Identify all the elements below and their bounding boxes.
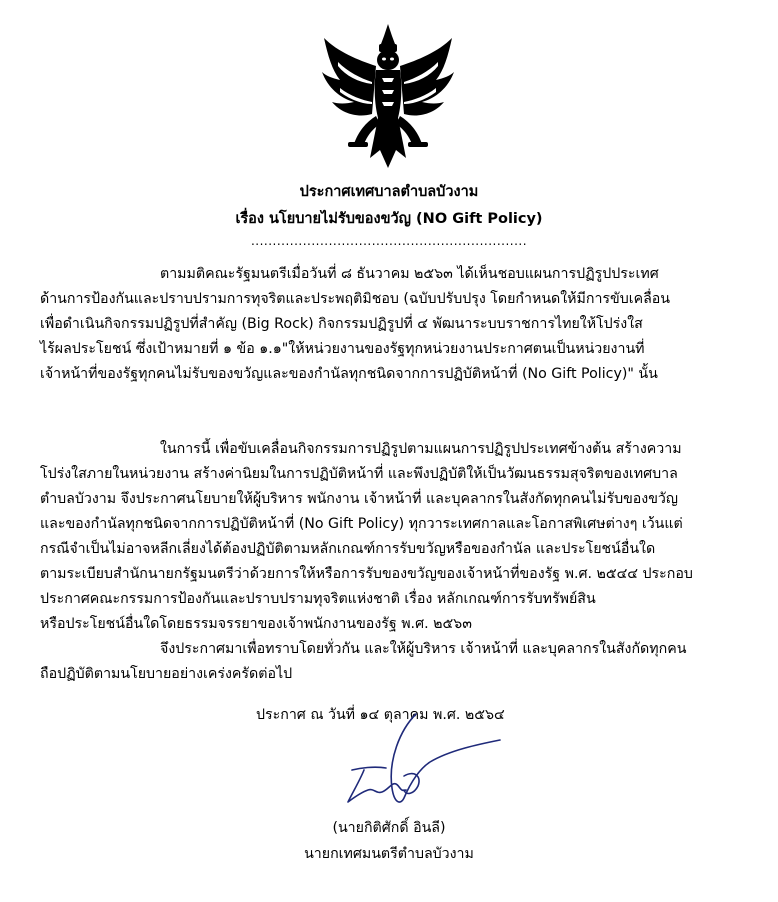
paragraph-line: ด้านการป้องกันและปราบปรามการทุจริตและประพฤติมิชอบ (ฉบับปรับปรุง โดยกำหนดให้มีการขับเคลื่อน [40,291,670,307]
handwritten-signature [330,710,510,820]
title-separator: ................................................................ [250,234,528,248]
announcement-date: ประกาศ ณ วันที่ ๑๔ ตุลาคม พ.ศ. ๒๕๖๔ [256,707,505,723]
paragraph-line: ในการนี้ เพื่อขับเคลื่อนกิจกรรมการปฏิรูปตามแผนการปฏิรูปประเทศข้างต้น สร้างความ [160,441,682,457]
paragraph-2 [40,437,764,637]
paragraph-line: ตามมติคณะรัฐมนตรีเมื่อวันที่ ๘ ธันวาคม ๒๕๖๓ ได้เห็นชอบแผนการปฏิรูปประเทศ [160,266,659,282]
document-subject: เรื่อง นโยบายไม่รับของขวัญ (NO Gift Policy) [235,211,543,227]
garuda-emblem [318,22,458,172]
paragraph-line: ตามระเบียบสำนักนายกรัฐมนตรีว่าด้วยการให้หรือการรับของขวัญของเจ้าหน้าที่ของรัฐ พ.ศ. ๒๕๔๔ ประกอบ [40,566,693,582]
paragraph-line: ประกาศคณะกรรมการป้องกันและปราบปรามทุจริตแห่งชาติ เรื่อง หลักเกณฑ์การรับทรัพย์สิน [40,591,596,607]
paragraph-line: ตำบลบัวงาม จึงประกาศนโยบายให้ผู้บริหาร พนักงาน เจ้าหน้าที่ และบุคลากรในสังกัดทุกคนไม่รับของขวัญ [40,491,678,507]
paragraph-line: ถือปฏิบัติตามนโยบายอย่างเคร่งครัดต่อไป [40,666,293,682]
paragraph-line: กรณีจำเป็นไม่อาจหลีกเลี่ยงได้ต้องปฏิบัติตามหลักเกณฑ์การรับขวัญหรือของกำนัล และประโยชน์อื่นใด [40,541,656,557]
paragraph-line: ไร้ผลประโยชน์ ซึ่งเป้าหมายที่ ๑ ข้อ ๑.๑"ให้หน่วยงานของรัฐทุกหน่วยงานประกาศตนเป็นหน่วยงานที่ [40,341,645,357]
document-title: ประกาศเทศบาลตำบลบัวงาม [299,184,479,200]
paragraph-line: และของกำนัลทุกชนิดจากการปฏิบัติหน้าที่ (No Gift Policy) ทุกวาระเทศกาลและโอกาสพิเศษต่างๆ เว้นแต่ [40,516,683,532]
paragraph-1 [40,262,764,387]
signer-position: นายกเทศมนตรีตำบลบัวงาม [304,846,474,862]
paragraph-line: โปร่งใสภายในหน่วยงาน สร้างค่านิยมในการปฏิบัติหน้าที่ และพึงปฏิบัติให้เป็นวัฒนธรรมสุจริตของเทศบาล [40,466,678,482]
paragraph-line: เจ้าหน้าที่ของรัฐทุกคนไม่รับของขวัญและของกำนัลทุกชนิดจากการปฏิบัติหน้าที่ (No Gift Policy)" นั้น [40,366,658,382]
paragraph-3 [40,637,764,687]
paragraph-line: จึงประกาศมาเพื่อทราบโดยทั่วกัน และให้ผู้บริหาร เจ้าหน้าที่ และบุคลากรในสังกัดทุกคน [160,641,687,657]
signer-name: (นายกิติศักดิ์ อินลี) [332,820,446,836]
paragraph-line: เพื่อดำเนินกิจกรรมปฏิรูปที่สำคัญ (Big Rock) กิจกรรมปฏิรูปที่ ๔ พัฒนาระบบราชการไทยให้โปร่งใส [40,316,643,332]
paragraph-line: หรือประโยชน์อื่นใดโดยธรรมจรรยาของเจ้าพนักงานของรัฐ พ.ศ. ๒๕๖๓ [40,616,472,632]
